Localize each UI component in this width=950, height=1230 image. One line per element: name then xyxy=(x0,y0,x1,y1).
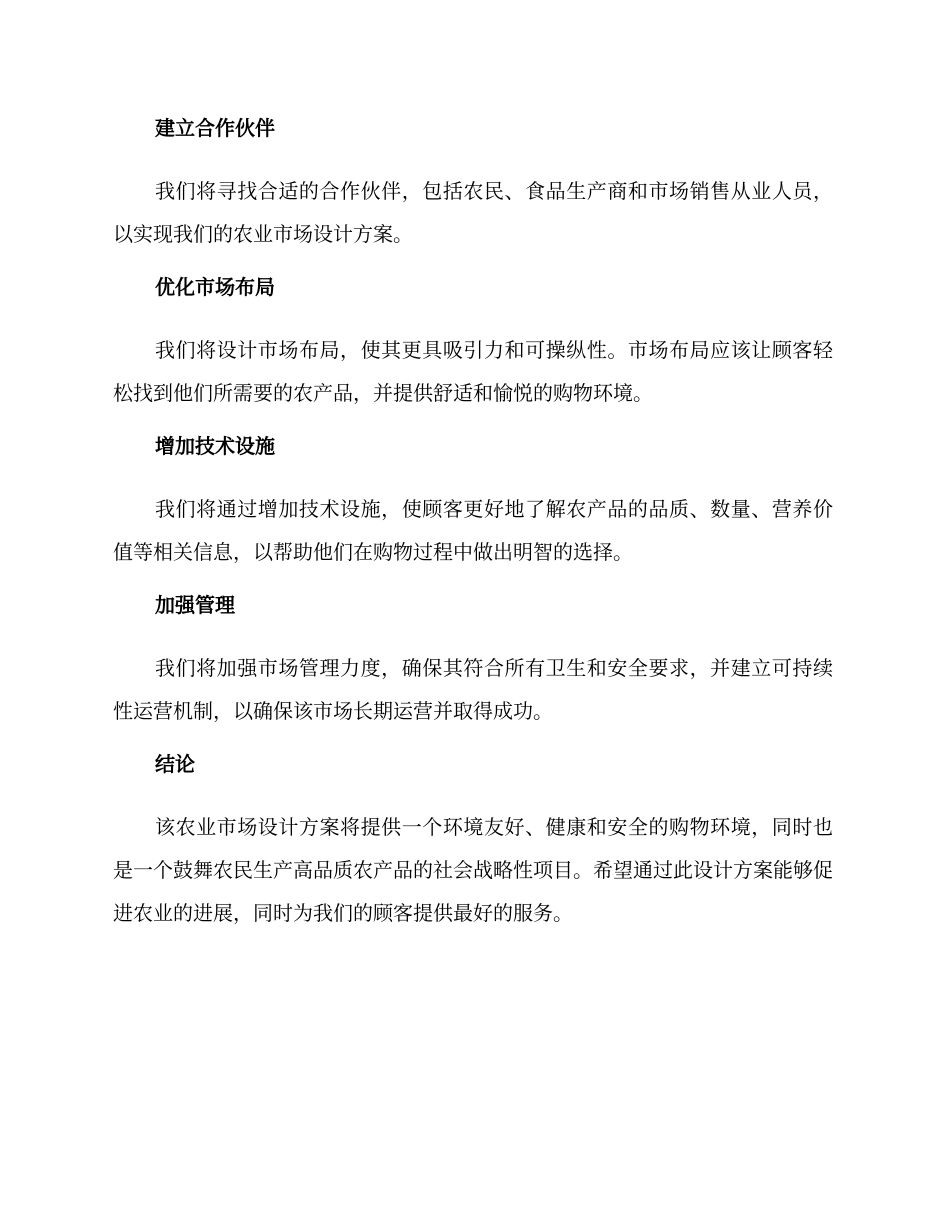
document-page xyxy=(113,112,833,950)
section-conclusion xyxy=(113,748,833,935)
section-heading: 优化市场布局 xyxy=(155,275,275,299)
section-paragraph: 我们将加强市场管理力度，确保其符合所有卫生和安全要求，并建立可持续性运营机制，以确保该市场长期运营并取得成功。 xyxy=(113,656,833,723)
section-paragraph: 我们将通过增加技术设施，使顾客更好地了解农产品的品质、数量、营养价值等相关信息，以帮助他们在购物过程中做出明智的选择。 xyxy=(113,497,833,564)
section-management xyxy=(113,589,833,733)
section-layout xyxy=(113,271,833,415)
section-paragraph: 我们将设计市场布局，使其更具吸引力和可操纵性。市场布局应该让顾客轻松找到他们所需要的农产品，并提供舒适和愉悦的购物环境。 xyxy=(113,338,833,405)
section-heading: 加强管理 xyxy=(155,593,235,617)
section-paragraph: 该农业市场设计方案将提供一个环境友好、健康和安全的购物环境，同时也是一个鼓舞农民生产高品质农产品的社会战略性项目。希望通过此设计方案能够促进农业的进展，同时为我们的顾客提供最好的服务。 xyxy=(113,815,833,925)
section-partners xyxy=(113,112,833,256)
section-paragraph: 我们将寻找合适的合作伙伴，包括农民、食品生产商和市场销售从业人员，以实现我们的农业市场设计方案。 xyxy=(113,179,833,246)
section-technology xyxy=(113,430,833,574)
section-heading: 结论 xyxy=(155,752,195,776)
section-heading: 建立合作伙伴 xyxy=(155,116,275,140)
section-heading: 增加技术设施 xyxy=(155,434,275,458)
